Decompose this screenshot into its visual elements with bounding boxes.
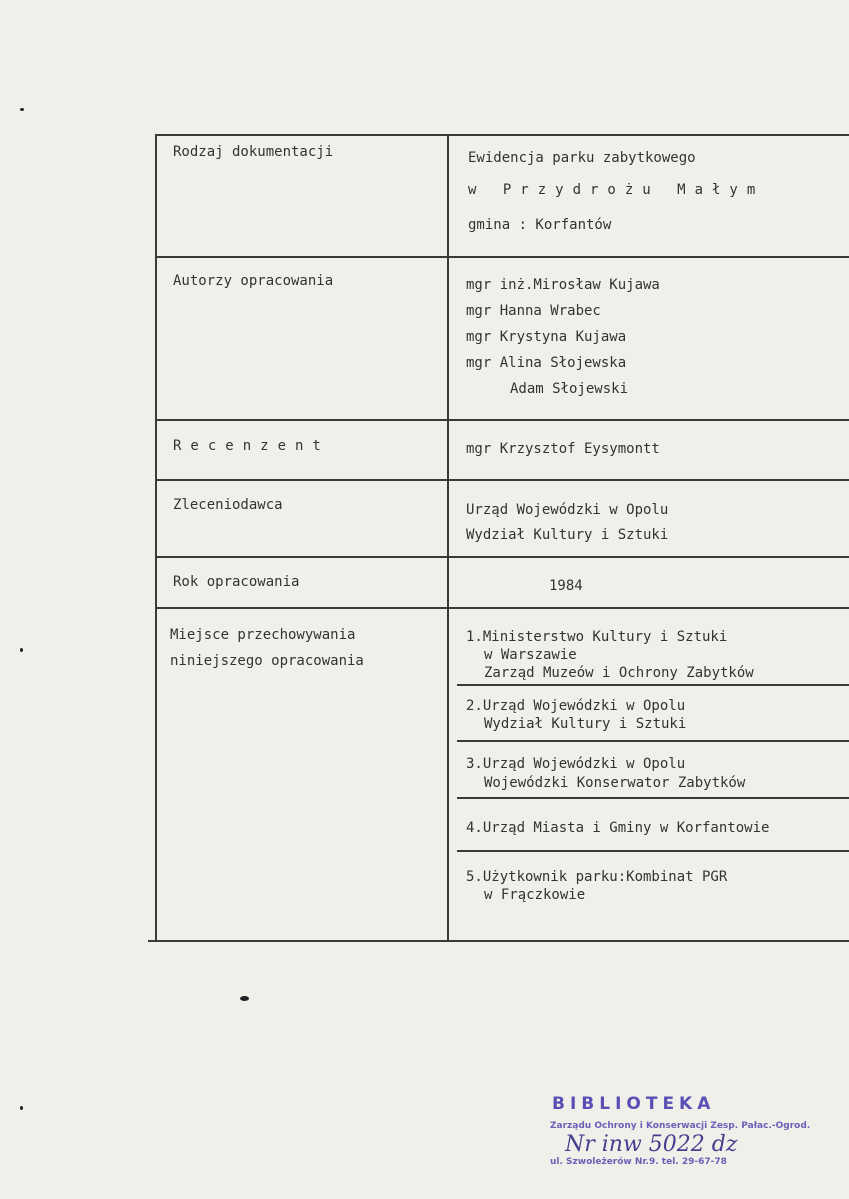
location-divider (457, 850, 849, 852)
location-2-line-2: Wydział Kultury i Sztuki (484, 716, 687, 732)
documentation-type-line-1: Ewidencja parku zabytkowego (468, 150, 696, 166)
commissioner-line-2: Wydział Kultury i Sztuki (466, 527, 669, 543)
table-top-border (155, 134, 849, 136)
commissioner-line-1: Urząd Wojewódzki w Opolu (466, 502, 669, 518)
location-divider (457, 797, 849, 799)
row-label-reviewer: Recenzent (173, 438, 330, 454)
location-3-line-2: Wojewódzki Konserwator Zabytków (484, 775, 746, 791)
location-5-line-1: 5.Użytkownik parku:Kombinat PGR (466, 869, 728, 885)
library-stamp-line-2: ul. Szwoleżerów Nr.9. tel. 29-67-78 (550, 1157, 727, 1167)
row-label-storage-location: Miejsce przechowywania (170, 627, 356, 643)
location-4-line-1: 4.Urząd Miasta i Gminy w Korfantowie (466, 820, 770, 836)
row-label-storage-location-2: niniejszego opracowania (170, 653, 364, 669)
location-1-line-1: 1.Ministerstwo Kultury i Sztuki (466, 629, 728, 645)
row-divider (155, 556, 849, 558)
location-1-line-3: Zarząd Muzeów i Ochrony Zabytków (484, 665, 754, 681)
row-label-authors: Autorzy opracowania (173, 273, 334, 289)
margin-mark (20, 648, 23, 652)
row-label-documentation-type: Rodzaj dokumentacji (173, 144, 334, 160)
author-2: mgr Hanna Wrabec (466, 303, 601, 319)
author-4: mgr Alina Słojewska (466, 355, 627, 371)
margin-mark (20, 1106, 23, 1110)
location-1-line-2: w Warszawie (484, 647, 577, 663)
library-stamp-title: BIBLIOTEKA (552, 1094, 716, 1114)
margin-mark (20, 108, 24, 111)
library-stamp-line-1: Zarządu Ochrony i Konserwacji Zesp. Pałac.-Ogrod. (550, 1121, 811, 1131)
year-value: 1984 (549, 578, 583, 594)
location-3-line-1: 3.Urząd Wojewódzki w Opolu (466, 756, 686, 772)
row-label-commissioner: Zleceniodawca (173, 497, 283, 513)
location-divider (457, 684, 849, 686)
table-bottom-border (148, 940, 849, 942)
documentation-type-line-2: w Przydrożu Małym (468, 182, 765, 198)
author-5: Adam Słojewski (510, 381, 629, 397)
handwritten-inventory-number: Nr inw 5022 dz (565, 1132, 738, 1157)
row-divider (155, 479, 849, 481)
row-divider (155, 256, 849, 258)
row-divider (155, 607, 849, 609)
location-divider (457, 740, 849, 742)
row-divider (155, 419, 849, 421)
location-5-line-2: w Frączkowie (484, 887, 586, 903)
author-1: mgr inż.Mirosław Kujawa (466, 277, 660, 293)
row-label-year: Rok opracowania (173, 574, 300, 590)
documentation-type-line-3: gmina : Korfantów (468, 217, 612, 233)
location-2-line-1: 2.Urząd Wojewódzki w Opolu (466, 698, 686, 714)
author-3: mgr Krystyna Kujawa (466, 329, 627, 345)
ink-blot (240, 996, 249, 1001)
reviewer-name: mgr Krzysztof Eysymontt (466, 441, 660, 457)
